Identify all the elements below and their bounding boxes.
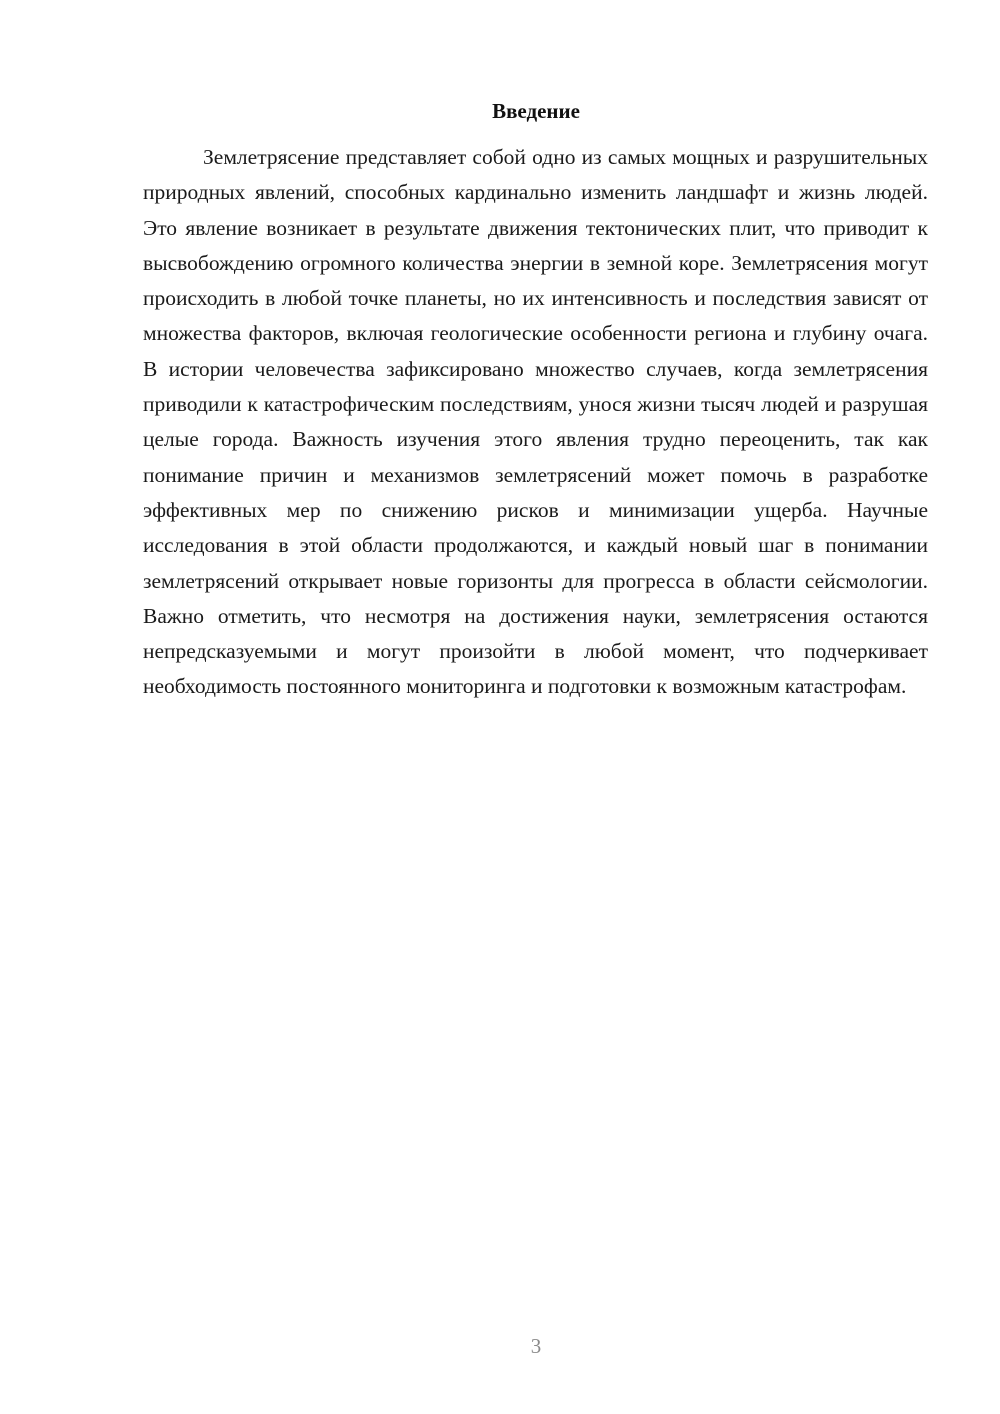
page-title: Введение (492, 99, 580, 123)
page-number: 3 (530, 1334, 542, 1358)
body-paragraph: Землетрясение представляет собой одно из самых мощных и разрушительных природных явлений, способных кардинально изменить ландшафт и жизнь людей. Это явление возникает в результате движения тектонических плит, что приводит к высвобождению огромного количества энергии в земной коре. Землетрясения могут происходить в любой точке планеты, но их интенсивность и последствия зависят от множества факторов, включая геологические особенности региона и глубину очага. В истории человечества зафиксировано множество случаев, когда землетрясения приводили к катастрофическим последствиям, унося жизни тысяч людей и разрушая целые города. Важность изучения этого явления трудно переоценить, так как понимание причин и механизмов землетрясений может помочь в разработке эффективных мер по снижению рисков и минимизации ущерба. Научные исследования в этой области продолжаются, и каждый новый шаг в понимании землетрясений открывает новые горизонты для прогресса в области сейсмологии. Важно отметить, что несмотря на достижения науки, землетрясения остаются непредсказуемыми и могут произойти в любой момент, что подчеркивает необходимость постоянного мониторинга и подготовки к возможным катастрофам. (143, 145, 928, 699)
